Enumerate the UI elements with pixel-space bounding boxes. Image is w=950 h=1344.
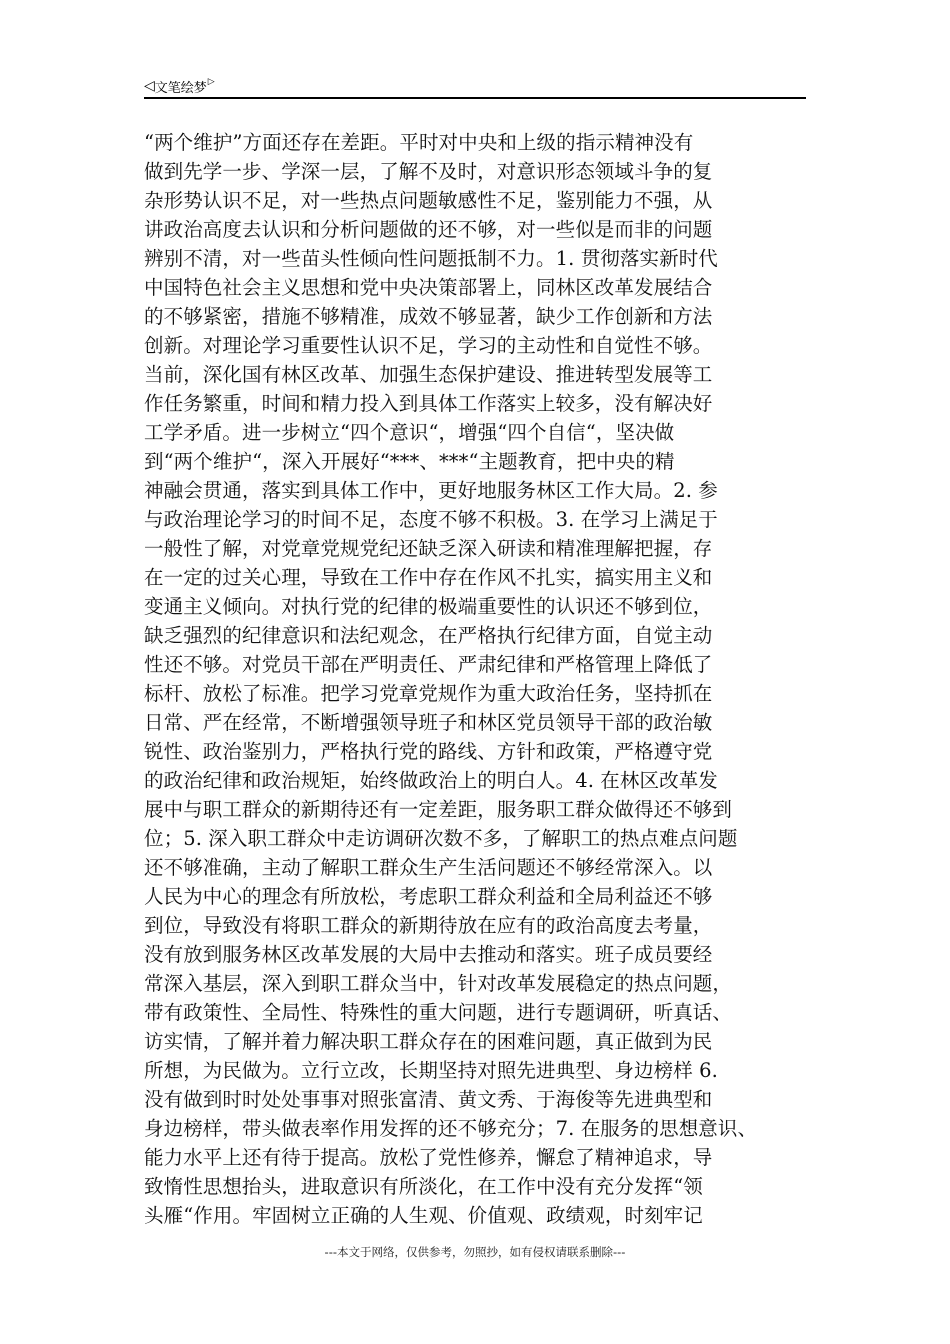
text-line: 日常、严在经常，不断增强领导班子和林区党员领导干部的政治敏	[144, 711, 713, 734]
left-triangle-icon: ◁	[144, 78, 155, 94]
text-line: 人民为中心的理念有所放松，考虑职工群众利益和全局利益还不够	[144, 885, 713, 908]
text-line: 变通主义倾向。对执行党的纪律的极端重要性的认识还不够到位，	[144, 595, 713, 618]
text-line: 没有做到时时处处事事对照张富清、黄文秀、于海俊等先进典型和	[144, 1088, 713, 1111]
text-line: 的政治纪律和政治规矩，始终做政治上的明白人。4. 在林区改革发	[144, 769, 718, 792]
text-line: 缺乏强烈的纪律意识和法纪观念，在严格执行纪律方面，自觉主动	[144, 624, 713, 647]
text-line: 位；5. 深入职工群众中走访调研次数不多，了解职工的热点难点问题	[144, 827, 738, 850]
text-line: 作任务繁重，时间和精力投入到具体工作落实上较多，没有解决好	[144, 392, 713, 415]
text-line: 一般性了解，对党章党规党纪还缺乏深入研读和精准理解把握，存	[144, 537, 713, 560]
text-line: 做到先学一步、学深一层，了解不及时，对意识形态领域斗争的复	[144, 160, 713, 183]
text-line: 在一定的过关心理，导致在工作中存在作风不扎实，搞实用主义和	[144, 566, 713, 589]
text-line: 神融会贯通，落实到具体工作中，更好地服务林区工作大局。2. 参	[144, 479, 718, 502]
text-line: 到“两个维护“，深入开展好“***、***“主题教育，把中央的精	[144, 450, 675, 473]
body-text	[144, 128, 816, 1230]
text-line: 性还不够。对党员干部在严明责任、严肃纪律和严格管理上降低了	[144, 653, 713, 676]
text-line: 常深入基层，深入到职工群众当中，针对改革发展稳定的热点问题，	[144, 972, 733, 995]
header-title: 文笔绘梦	[154, 80, 207, 96]
page-header	[144, 76, 806, 96]
text-line: 当前，深化国有林区改革、加强生态保护建设、推进转型发展等工	[144, 363, 713, 386]
text-line: 没有放到服务林区改革发展的大局中去推动和落实。班子成员要经	[144, 943, 713, 966]
text-line: 展中与职工群众的新期待还有一定差距，服务职工群众做得还不够到	[144, 798, 733, 821]
header-divider	[144, 97, 806, 99]
text-line: 标杆、放松了标准。把学习党章党规作为重大政治任务，坚持抓在	[144, 682, 713, 705]
right-triangle-icon: ▷	[207, 76, 215, 87]
text-line: 杂形势认识不足，对一些热点问题敏感性不足，鉴别能力不强，从	[144, 189, 713, 212]
text-line: 身边榜样，带头做表率作用发挥的还不够充分；7. 在服务的思想意识、	[144, 1117, 758, 1140]
text-line: 致惰性思想抬头，进取意识有所淡化，在工作中没有充分发挥“领	[144, 1175, 703, 1198]
text-line: 中国特色社会主义思想和党中央决策部署上，同林区改革发展结合	[144, 276, 713, 299]
text-line: 访实情，了解并着力解决职工群众存在的困难问题，真正做到为民	[144, 1030, 713, 1053]
text-line: 还不够准确，主动了解职工群众生产生活问题还不够经常深入。以	[144, 856, 713, 879]
text-line: 讲政治高度去认识和分析问题做的还不够，对一些似是而非的问题	[144, 218, 713, 241]
text-line: 与政治理论学习的时间不足，态度不够不积极。3. 在学习上满足于	[144, 508, 718, 531]
text-line: 的不够紧密，措施不够精准，成效不够显著，缺少工作创新和方法	[144, 305, 713, 328]
page-footer: ---本文于网络，仅供参考，勿照抄，如有侵权请联系删除---	[324, 1245, 626, 1259]
text-line: 能力水平上还有待于提高。放松了党性修养，懈怠了精神追求，导	[144, 1146, 713, 1169]
text-line: 创新。对理论学习重要性认识不足，学习的主动性和自觉性不够。	[144, 334, 713, 357]
text-line: “两个维护”方面还存在差距。平时对中央和上级的指示精神没有	[144, 131, 694, 154]
text-line: 辨别不清，对一些苗头性倾向性问题抵制不力。1. 贯彻落实新时代	[144, 247, 718, 270]
text-line: 带有政策性、全局性、特殊性的重大问题，进行专题调研，听真话、	[144, 1001, 733, 1024]
text-line: 工学矛盾。进一步树立“四个意识“，增强“四个自信“，坚决做	[144, 421, 675, 444]
text-line: 到位，导致没有将职工群众的新期待放在应有的政治高度去考量，	[144, 914, 713, 937]
text-line: 锐性、政治鉴别力，严格执行党的路线、方针和政策，严格遵守党	[144, 740, 713, 763]
text-line: 头雁“作用。牢固树立正确的人生观、价值观、政绩观，时刻牢记	[144, 1204, 703, 1227]
text-line: 所想，为民做为。立行立改，长期坚持对照先进典型、身边榜样 6.	[144, 1059, 718, 1082]
